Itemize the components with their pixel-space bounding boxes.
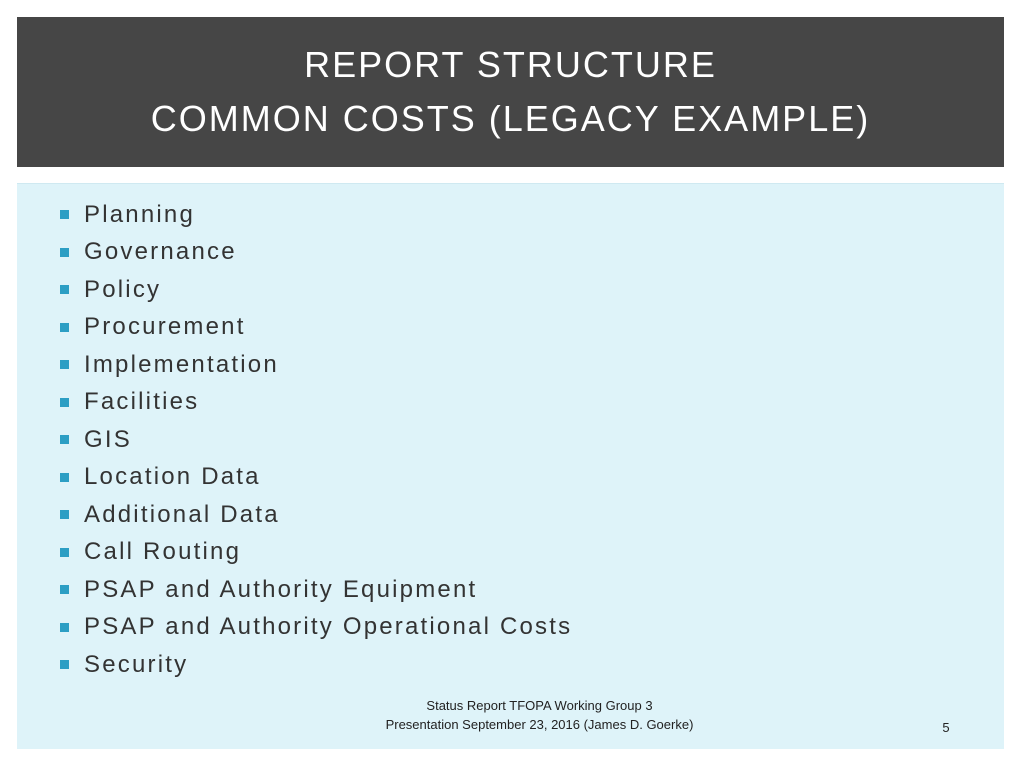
square-bullet-icon bbox=[60, 548, 69, 557]
bullet-text: Call Routing bbox=[84, 538, 242, 566]
bullet-text: Additional Data bbox=[84, 500, 280, 528]
square-bullet-icon bbox=[60, 585, 69, 594]
bullet-list bbox=[60, 196, 572, 684]
title-bar bbox=[17, 17, 1004, 167]
bullet-item-psap-authority-operational-costs bbox=[60, 609, 572, 647]
bullet-item-procurement bbox=[60, 309, 572, 347]
square-bullet-icon bbox=[60, 285, 69, 294]
bullet-item-psap-authority-equipment bbox=[60, 571, 572, 609]
bullet-item-security bbox=[60, 646, 572, 684]
footer-line-2: Presentation September 23, 2016 (James D. Goerke) bbox=[385, 717, 694, 732]
bullet-text: PSAP and Authority Equipment bbox=[84, 575, 478, 603]
bullet-item-policy bbox=[60, 271, 572, 309]
bullet-item-additional-data bbox=[60, 496, 572, 534]
bullet-text: Facilities bbox=[84, 388, 200, 416]
square-bullet-icon bbox=[60, 323, 69, 332]
slide-title-line-1: REPORT STRUCTURE bbox=[304, 44, 717, 85]
slide-title-line-2: COMMON COSTS (LEGACY EXAMPLE) bbox=[150, 98, 871, 139]
square-bullet-icon bbox=[60, 248, 69, 257]
bullet-item-governance bbox=[60, 234, 572, 272]
bullet-item-facilities bbox=[60, 384, 572, 422]
slide-footer bbox=[317, 696, 762, 734]
bullet-item-planning bbox=[60, 196, 572, 234]
bullet-text: Planning bbox=[84, 200, 196, 228]
footer-line-1: Status Report TFOPA Working Group 3 bbox=[426, 698, 653, 713]
square-bullet-icon bbox=[60, 360, 69, 369]
bullet-text: Location Data bbox=[84, 463, 261, 491]
bullet-item-implementation bbox=[60, 346, 572, 384]
square-bullet-icon bbox=[60, 510, 69, 519]
bullet-text: Procurement bbox=[84, 313, 246, 341]
square-bullet-icon bbox=[60, 660, 69, 669]
square-bullet-icon bbox=[60, 435, 69, 444]
square-bullet-icon bbox=[60, 473, 69, 482]
bullet-text: Governance bbox=[84, 238, 237, 266]
bullet-text: PSAP and Authority Operational Costs bbox=[84, 613, 573, 641]
square-bullet-icon bbox=[60, 398, 69, 407]
bullet-item-gis bbox=[60, 421, 572, 459]
square-bullet-icon bbox=[60, 623, 69, 632]
bullet-text: Security bbox=[84, 650, 189, 678]
bullet-text: Policy bbox=[84, 275, 162, 303]
bullet-text: GIS bbox=[84, 425, 132, 453]
page-number: 5 bbox=[942, 720, 950, 735]
bullet-item-call-routing bbox=[60, 534, 572, 572]
content-panel bbox=[17, 183, 1004, 749]
bullet-text: Implementation bbox=[84, 350, 279, 378]
bullet-item-location-data bbox=[60, 459, 572, 497]
square-bullet-icon bbox=[60, 210, 69, 219]
